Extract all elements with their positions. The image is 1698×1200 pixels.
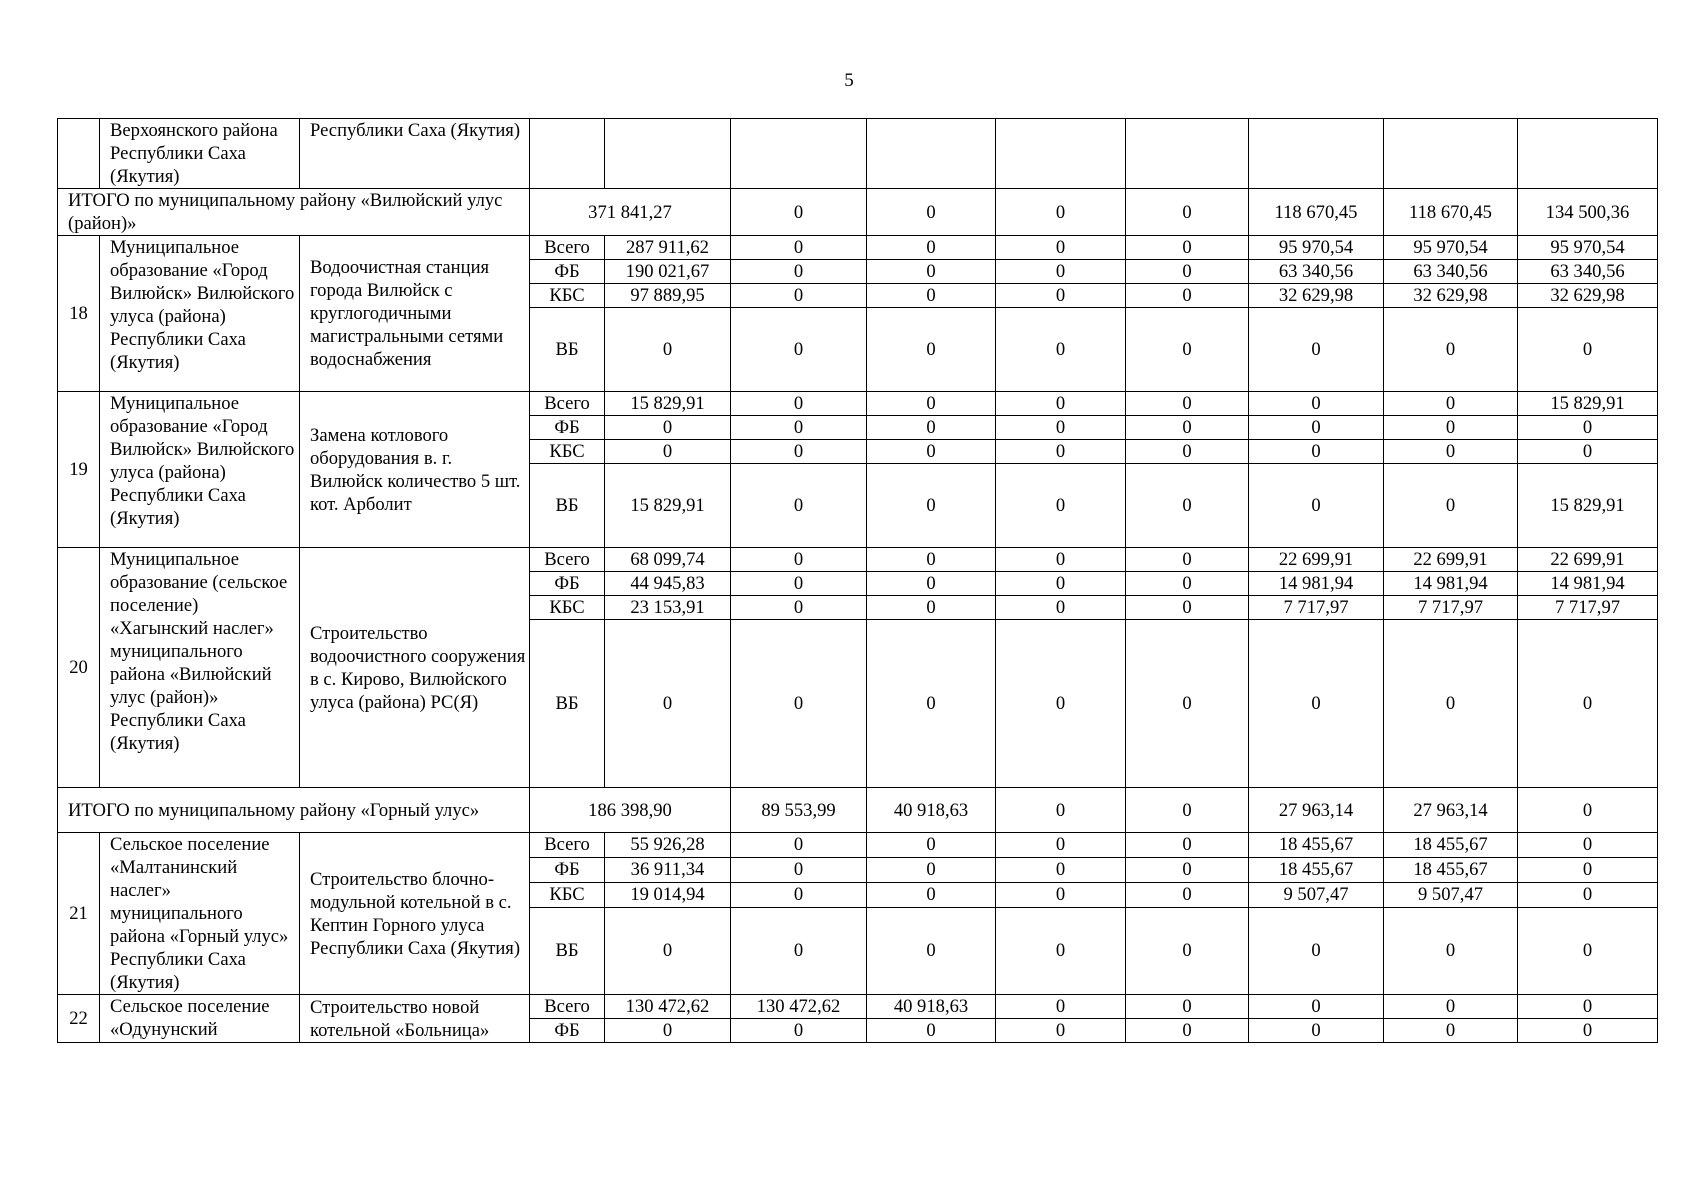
total-label: ИТОГО по муниципальному району «Горный улус» — [58, 788, 530, 833]
total-value-cell: 0 — [996, 189, 1126, 236]
value-cell: 0 — [996, 596, 1126, 620]
value-cell: 0 — [605, 1019, 731, 1043]
value-cell: 0 — [1384, 440, 1518, 464]
empty-cell — [1249, 119, 1384, 189]
value-cell: 0 — [996, 440, 1126, 464]
value-cell: 0 — [1249, 416, 1384, 440]
value-cell: 0 — [1249, 907, 1384, 994]
project-cell: Республики Саха (Якутия) — [300, 119, 530, 189]
row-index-cell: 19 — [58, 392, 100, 548]
value-cell: 0 — [731, 596, 867, 620]
value-cell: 0 — [867, 548, 996, 572]
value-cell: 130 472,62 — [731, 995, 867, 1019]
value-cell: 0 — [731, 392, 867, 416]
value-cell: 0 — [996, 572, 1126, 596]
total-value-cell: 0 — [996, 788, 1126, 833]
value-cell: 0 — [1518, 995, 1658, 1019]
value-cell: 7 717,97 — [1518, 596, 1658, 620]
value-cell: 0 — [1249, 1019, 1384, 1043]
value-cell: 0 — [1518, 1019, 1658, 1043]
continuation-row — [58, 119, 1658, 189]
row-index-cell: 21 — [58, 833, 100, 995]
total-value-cell: 118 670,45 — [1384, 189, 1518, 236]
funding-source-cell: КБС — [530, 440, 605, 464]
value-cell: 0 — [1249, 440, 1384, 464]
value-cell: 18 455,67 — [1249, 857, 1384, 882]
funding-source-cell: ФБ — [530, 857, 605, 882]
empty-cell — [867, 119, 996, 189]
value-cell: 0 — [1126, 440, 1249, 464]
funding-source-cell: ФБ — [530, 1019, 605, 1043]
value-cell: 0 — [1126, 995, 1249, 1019]
value-cell: 0 — [1384, 416, 1518, 440]
value-cell: 0 — [731, 308, 867, 392]
value-cell: 0 — [1126, 596, 1249, 620]
value-cell: 19 014,94 — [605, 882, 731, 907]
value-cell: 9 507,47 — [1384, 882, 1518, 907]
value-cell: 15 829,91 — [605, 392, 731, 416]
funding-source-cell: ФБ — [530, 572, 605, 596]
value-cell: 0 — [867, 572, 996, 596]
value-cell: 0 — [867, 620, 996, 788]
funding-source-cell: КБС — [530, 596, 605, 620]
row-index-cell: 18 — [58, 236, 100, 392]
value-cell: 0 — [867, 284, 996, 308]
value-cell: 68 099,74 — [605, 548, 731, 572]
value-cell: 95 970,54 — [1518, 236, 1658, 260]
value-cell: 0 — [731, 464, 867, 548]
value-cell: 14 981,94 — [1384, 572, 1518, 596]
value-cell: 32 629,98 — [1249, 284, 1384, 308]
value-cell: 40 918,63 — [867, 995, 996, 1019]
value-cell: 0 — [1518, 882, 1658, 907]
table-row — [58, 548, 1658, 572]
value-cell: 0 — [996, 620, 1126, 788]
value-cell: 0 — [1249, 308, 1384, 392]
value-cell: 18 455,67 — [1249, 833, 1384, 858]
value-cell: 0 — [996, 284, 1126, 308]
value-cell: 0 — [605, 416, 731, 440]
table-row — [58, 236, 1658, 260]
value-cell: 0 — [1126, 1019, 1249, 1043]
value-cell: 0 — [1518, 416, 1658, 440]
total-label: ИТОГО по муниципальному району «Вилюйский улус (район)» — [58, 189, 530, 236]
project-cell: Строительство блочно-модульной котельной в с. Кептин Горного улуса Республики Саха (Якутия) — [300, 833, 530, 995]
funding-source-cell: Всего — [530, 236, 605, 260]
municipality-cell: Сельское поселение «Малтанинский наслег» муниципального района «Горный улус» Республики Саха (Якутия) — [100, 833, 300, 995]
value-cell: 0 — [996, 833, 1126, 858]
value-cell: 0 — [731, 236, 867, 260]
value-cell: 0 — [996, 882, 1126, 907]
total-row — [58, 788, 1658, 833]
value-cell: 0 — [867, 392, 996, 416]
project-cell: Замена котлового оборудования в. г. Вилюйск количество 5 шт. кот. Арболит — [300, 392, 530, 548]
table-row — [58, 392, 1658, 416]
value-cell: 0 — [605, 308, 731, 392]
value-cell: 0 — [1518, 620, 1658, 788]
municipality-cell: Муниципальное образование «Город Вилюйск» Вилюйского улуса (района) Республики Саха (Якутия) — [100, 236, 300, 392]
value-cell: 0 — [1384, 1019, 1518, 1043]
value-cell: 0 — [867, 464, 996, 548]
value-cell: 0 — [996, 308, 1126, 392]
total-value-cell: 0 — [1518, 788, 1658, 833]
value-cell: 95 970,54 — [1249, 236, 1384, 260]
value-cell: 0 — [867, 236, 996, 260]
value-cell: 0 — [1518, 833, 1658, 858]
funding-source-cell: ВБ — [530, 907, 605, 994]
value-cell: 0 — [996, 260, 1126, 284]
funding-source-cell: ВБ — [530, 464, 605, 548]
value-cell: 0 — [731, 548, 867, 572]
value-cell: 0 — [867, 596, 996, 620]
value-cell: 0 — [1126, 260, 1249, 284]
value-cell: 0 — [731, 572, 867, 596]
value-cell: 0 — [1384, 392, 1518, 416]
value-cell: 0 — [996, 416, 1126, 440]
total-value-cell: 118 670,45 — [1249, 189, 1384, 236]
total-value-cell: 0 — [867, 189, 996, 236]
value-cell: 0 — [605, 907, 731, 994]
value-cell: 0 — [996, 1019, 1126, 1043]
value-cell: 0 — [1249, 620, 1384, 788]
value-cell: 95 970,54 — [1384, 236, 1518, 260]
value-cell: 0 — [1126, 572, 1249, 596]
value-cell: 0 — [731, 833, 867, 858]
total-value-cell: 27 963,14 — [1249, 788, 1384, 833]
total-value-cell: 0 — [1126, 189, 1249, 236]
value-cell: 0 — [1384, 464, 1518, 548]
value-cell: 63 340,56 — [1518, 260, 1658, 284]
value-cell: 0 — [996, 464, 1126, 548]
value-cell: 0 — [605, 620, 731, 788]
value-cell: 0 — [1518, 308, 1658, 392]
value-cell: 14 981,94 — [1518, 572, 1658, 596]
empty-cell — [996, 119, 1126, 189]
funding-source-cell: ФБ — [530, 416, 605, 440]
value-cell: 0 — [1249, 464, 1384, 548]
value-cell: 22 699,91 — [1249, 548, 1384, 572]
value-cell: 0 — [867, 857, 996, 882]
value-cell: 18 455,67 — [1384, 833, 1518, 858]
empty-cell — [1518, 119, 1658, 189]
municipality-cell: Муниципальное образование (сельское поселение) «Хагынский наслег» муниципального района «Вилюйский улус (район)» Республики Саха (Якутия) — [100, 548, 300, 788]
project-cell: Строительство водоочистного сооружения в с. Кирово, Вилюйского улуса (района) РС(Я) — [300, 548, 530, 788]
value-cell: 63 340,56 — [1249, 260, 1384, 284]
value-cell: 0 — [1126, 284, 1249, 308]
value-cell: 0 — [1384, 308, 1518, 392]
funding-source-cell: КБС — [530, 882, 605, 907]
funding-source-cell: ФБ — [530, 260, 605, 284]
project-cell: Водоочистная станция города Вилюйск с круглогодичными магистральными сетями водоснабжения — [300, 236, 530, 392]
value-cell: 44 945,83 — [605, 572, 731, 596]
value-cell: 0 — [1126, 882, 1249, 907]
value-cell: 0 — [867, 260, 996, 284]
value-cell: 0 — [867, 882, 996, 907]
value-cell: 0 — [1126, 416, 1249, 440]
value-cell: 130 472,62 — [605, 995, 731, 1019]
value-cell: 32 629,98 — [1384, 284, 1518, 308]
total-value-cell: 371 841,27 — [530, 189, 731, 236]
budget-table — [57, 118, 1658, 1043]
value-cell: 0 — [867, 416, 996, 440]
value-cell: 0 — [1126, 620, 1249, 788]
value-cell: 0 — [731, 857, 867, 882]
value-cell: 0 — [731, 260, 867, 284]
table-row — [58, 833, 1658, 858]
value-cell: 15 829,91 — [605, 464, 731, 548]
value-cell: 0 — [1126, 236, 1249, 260]
value-cell: 0 — [1126, 857, 1249, 882]
value-cell: 0 — [1126, 548, 1249, 572]
row-index-cell: 22 — [58, 995, 100, 1043]
value-cell: 0 — [731, 907, 867, 994]
value-cell: 0 — [731, 1019, 867, 1043]
row-index-cell — [58, 119, 100, 189]
value-cell: 23 153,91 — [605, 596, 731, 620]
value-cell: 32 629,98 — [1518, 284, 1658, 308]
value-cell: 14 981,94 — [1249, 572, 1384, 596]
value-cell: 7 717,97 — [1384, 596, 1518, 620]
funding-source-cell: КБС — [530, 284, 605, 308]
value-cell: 0 — [867, 833, 996, 858]
funding-source-cell: Всего — [530, 548, 605, 572]
value-cell: 9 507,47 — [1249, 882, 1384, 907]
total-value-cell: 40 918,63 — [867, 788, 996, 833]
empty-cell — [1126, 119, 1249, 189]
value-cell: 15 829,91 — [1518, 464, 1658, 548]
value-cell: 0 — [1518, 857, 1658, 882]
page-number: 5 — [844, 70, 854, 91]
total-value-cell: 89 553,99 — [731, 788, 867, 833]
value-cell: 287 911,62 — [605, 236, 731, 260]
value-cell: 0 — [867, 440, 996, 464]
value-cell: 0 — [1384, 995, 1518, 1019]
value-cell: 0 — [996, 995, 1126, 1019]
total-value-cell: 0 — [1126, 788, 1249, 833]
empty-cell — [530, 119, 605, 189]
value-cell: 0 — [1384, 907, 1518, 994]
funding-source-cell: Всего — [530, 833, 605, 858]
total-value-cell: 134 500,36 — [1518, 189, 1658, 236]
funding-source-cell: ВБ — [530, 308, 605, 392]
value-cell: 0 — [1518, 440, 1658, 464]
municipality-cell: Муниципальное образование «Город Вилюйск» Вилюйского улуса (района) Республики Саха (Якутия) — [100, 392, 300, 548]
value-cell: 18 455,67 — [1384, 857, 1518, 882]
value-cell: 22 699,91 — [1518, 548, 1658, 572]
value-cell: 0 — [996, 548, 1126, 572]
empty-cell — [605, 119, 731, 189]
municipality-cell: Верхоянского района Республики Саха (Якутия) — [100, 119, 300, 189]
value-cell: 0 — [731, 620, 867, 788]
value-cell: 0 — [731, 416, 867, 440]
empty-cell — [731, 119, 867, 189]
value-cell: 63 340,56 — [1384, 260, 1518, 284]
total-value-cell: 186 398,90 — [530, 788, 731, 833]
value-cell: 0 — [867, 907, 996, 994]
total-value-cell: 27 963,14 — [1384, 788, 1518, 833]
value-cell: 0 — [996, 857, 1126, 882]
value-cell: 190 021,67 — [605, 260, 731, 284]
value-cell: 0 — [1126, 392, 1249, 416]
value-cell: 0 — [731, 882, 867, 907]
value-cell: 0 — [867, 1019, 996, 1043]
municipality-cell: Сельское поселение «Одунунский — [100, 995, 300, 1043]
value-cell: 0 — [1126, 464, 1249, 548]
value-cell: 97 889,95 — [605, 284, 731, 308]
value-cell: 0 — [996, 907, 1126, 994]
value-cell: 36 911,34 — [605, 857, 731, 882]
funding-source-cell: Всего — [530, 995, 605, 1019]
funding-source-cell: ВБ — [530, 620, 605, 788]
value-cell: 7 717,97 — [1249, 596, 1384, 620]
value-cell: 0 — [1249, 392, 1384, 416]
total-row — [58, 189, 1658, 236]
project-cell: Строительство новой котельной «Больница» — [300, 995, 530, 1043]
value-cell: 0 — [1126, 907, 1249, 994]
value-cell: 22 699,91 — [1384, 548, 1518, 572]
value-cell: 0 — [1126, 308, 1249, 392]
table-row — [58, 995, 1658, 1019]
value-cell: 55 926,28 — [605, 833, 731, 858]
empty-cell — [1384, 119, 1518, 189]
value-cell: 0 — [867, 308, 996, 392]
value-cell: 0 — [731, 284, 867, 308]
value-cell: 0 — [731, 440, 867, 464]
value-cell: 0 — [1249, 995, 1384, 1019]
value-cell: 15 829,91 — [1518, 392, 1658, 416]
table-body — [58, 119, 1658, 1043]
funding-source-cell: Всего — [530, 392, 605, 416]
value-cell: 0 — [996, 236, 1126, 260]
value-cell: 0 — [996, 392, 1126, 416]
value-cell: 0 — [1518, 907, 1658, 994]
row-index-cell: 20 — [58, 548, 100, 788]
value-cell: 0 — [605, 440, 731, 464]
value-cell: 0 — [1126, 833, 1249, 858]
total-value-cell: 0 — [731, 189, 867, 236]
value-cell: 0 — [1384, 620, 1518, 788]
